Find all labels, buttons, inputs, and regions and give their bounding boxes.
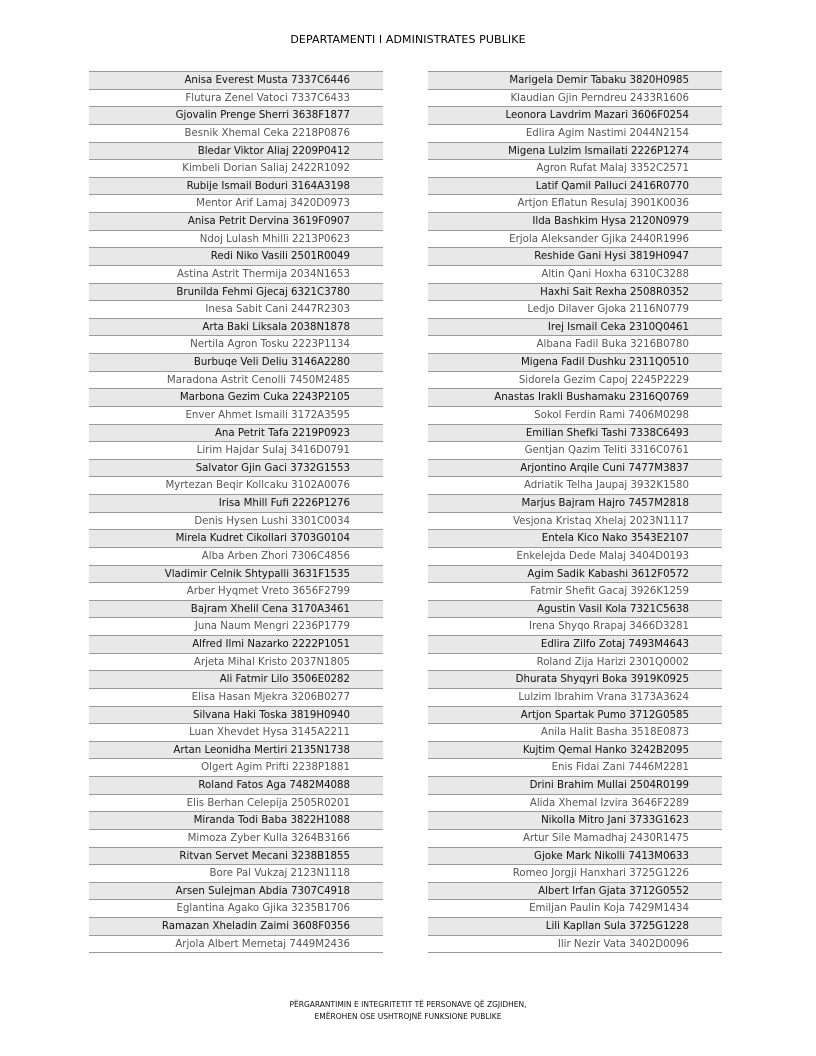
name-row: Gjoke Mark Nikolli 7413M0633 — [428, 848, 722, 866]
name-row: Arta Baki Liksala 2038N1878 — [89, 319, 383, 337]
name-row: Sidorela Gezim Capoj 2245P2229 — [428, 372, 722, 390]
name-row: Mentor Arif Lamaj 3420D0973 — [89, 195, 383, 213]
name-row: Rubije Ismail Boduri 3164A3198 — [89, 178, 383, 196]
name-row: Marigela Demir Tabaku 3820H0985 — [428, 72, 722, 90]
name-row: Edlira Agim Nastimi 2044N2154 — [428, 125, 722, 143]
name-row: Arjeta Mihal Kristo 2037N1805 — [89, 654, 383, 672]
name-row: Mirela Kudret Cikollari 3703G0104 — [89, 530, 383, 548]
name-row: Roland Fatos Aga 7482M4088 — [89, 777, 383, 795]
name-row: Roland Zija Harizi 2301Q0002 — [428, 654, 722, 672]
name-row: Ritvan Servet Mecani 3238B1855 — [89, 848, 383, 866]
name-row: Kimbeli Dorian Saliaj 2422R1092 — [89, 160, 383, 178]
name-row: Enis Fidai Zani 7446M2281 — [428, 759, 722, 777]
name-row: Maradona Astrit Cenolli 7450M2485 — [89, 372, 383, 390]
left-name-column — [89, 71, 383, 953]
name-row: Erjola Aleksander Gjika 2440R1996 — [428, 231, 722, 249]
name-row: Arsen Sulejman Abdia 7307C4918 — [89, 883, 383, 901]
name-row: Ramazan Xheladin Zaimi 3608F0356 — [89, 918, 383, 936]
name-row: Silvana Haki Toska 3819H0940 — [89, 707, 383, 725]
name-row: Anisa Everest Musta 7337C6446 — [89, 72, 383, 90]
name-row: Redi Niko Vasili 2501R0049 — [89, 248, 383, 266]
name-row: Edlira Zilfo Zotaj 7493M4643 — [428, 636, 722, 654]
name-row: Migena Fadil Dushku 2311Q0510 — [428, 354, 722, 372]
name-row: Irisa Mhill Fufi 2226P1276 — [89, 495, 383, 513]
name-row: Kujtim Qemal Hanko 3242B2095 — [428, 742, 722, 760]
name-row: Ledjo Dilaver Gjoka 2116N0779 — [428, 301, 722, 319]
name-row: Inesa Sabit Cani 2447R2303 — [89, 301, 383, 319]
name-row: Marjus Bajram Hajro 7457M2818 — [428, 495, 722, 513]
name-row: Gjovalin Prenge Sherri 3638F1877 — [89, 107, 383, 125]
name-row: Irena Shyqo Rrapaj 3466D3281 — [428, 618, 722, 636]
name-row: Alfred Ilmi Nazarko 2222P1051 — [89, 636, 383, 654]
name-row: Ilir Nezir Vata 3402D0096 — [428, 936, 722, 954]
name-row: Nertila Agron Tosku 2223P1134 — [89, 336, 383, 354]
page-title: DEPARTAMENTI I ADMINISTRATES PUBLIKE — [290, 33, 526, 46]
name-row: Vesjona Kristaq Xhelaj 2023N1117 — [428, 513, 722, 531]
name-row: Artur Sile Mamadhaj 2430R1475 — [428, 830, 722, 848]
name-row: Albana Fadil Buka 3216B0780 — [428, 336, 722, 354]
name-row: Agron Rufat Malaj 3352C2571 — [428, 160, 722, 178]
name-row: Anisa Petrit Dervina 3619F0907 — [89, 213, 383, 231]
name-row: Agim Sadik Kabashi 3612F0572 — [428, 566, 722, 584]
name-row: Reshide Gani Hysi 3819H0947 — [428, 248, 722, 266]
name-row: Agustin Vasil Kola 7321C5638 — [428, 601, 722, 619]
name-row: Denis Hysen Lushi 3301C0034 — [89, 513, 383, 531]
name-row: Ndoj Lulash Mhilli 2213P0623 — [89, 231, 383, 249]
name-row: Ilda Bashkim Hysa 2120N0979 — [428, 213, 722, 231]
page-footer — [0, 999, 816, 1023]
name-row: Arjontino Arqile Cuni 7477M3837 — [428, 460, 722, 478]
name-row: Vladimir Celnik Shtypalli 3631F1535 — [89, 566, 383, 584]
name-row: Drini Brahim Mullai 2504R0199 — [428, 777, 722, 795]
name-row: Fatmir Shefit Gacaj 3926K1259 — [428, 583, 722, 601]
name-row: Leonora Lavdrim Mazari 3606F0254 — [428, 107, 722, 125]
name-row: Emiljan Paulin Koja 7429M1434 — [428, 900, 722, 918]
name-row: Enkelejda Dede Malaj 3404D0193 — [428, 548, 722, 566]
name-row: Juna Naum Mengri 2236P1779 — [89, 618, 383, 636]
right-name-column — [428, 71, 722, 953]
name-row: Ali Fatmir Lilo 3506E0282 — [89, 671, 383, 689]
name-row: Miranda Todi Baba 3822H1088 — [89, 812, 383, 830]
name-row: Artjon Spartak Pumo 3712G0585 — [428, 707, 722, 725]
name-row: Olgert Agim Prifti 2238P1881 — [89, 759, 383, 777]
name-row: Bore Pal Vukzaj 2123N1118 — [89, 865, 383, 883]
name-row: Anila Halit Basha 3518E0873 — [428, 724, 722, 742]
name-row: Ana Petrit Tafa 2219P0923 — [89, 425, 383, 443]
footer-line-1: PËRGARANTIMIN E INTEGRITETIT TË PERSONAVE QË ZGJIDHEN, — [289, 1000, 527, 1009]
name-row: Artjon Eflatun Resulaj 3901K0036 — [428, 195, 722, 213]
name-row: Romeo Jorgji Hanxhari 3725G1226 — [428, 865, 722, 883]
name-row: Bajram Xhelil Cena 3170A3461 — [89, 601, 383, 619]
name-row: Astina Astrit Thermija 2034N1653 — [89, 266, 383, 284]
name-row: Dhurata Shyqyri Boka 3919K0925 — [428, 671, 722, 689]
name-row: Myrtezan Beqir Kollcaku 3102A0076 — [89, 477, 383, 495]
name-row: Flutura Zenel Vatoci 7337C6433 — [89, 90, 383, 108]
name-row: Adriatik Telha Jaupaj 3932K1580 — [428, 477, 722, 495]
name-row: Brunilda Fehmi Gjecaj 6321C3780 — [89, 284, 383, 302]
name-row: Elisa Hasan Mjekra 3206B0277 — [89, 689, 383, 707]
name-row: Marbona Gezim Cuka 2243P2105 — [89, 389, 383, 407]
name-row: Besnik Xhemal Ceka 2218P0876 — [89, 125, 383, 143]
name-row: Haxhi Sait Rexha 2508R0352 — [428, 284, 722, 302]
name-row: Elis Berhan Celepija 2505R0201 — [89, 795, 383, 813]
name-row: Gentjan Qazim Teliti 3316C0761 — [428, 442, 722, 460]
name-row: Artan Leonidha Mertiri 2135N1738 — [89, 742, 383, 760]
name-row: Arjola Albert Memetaj 7449M2436 — [89, 936, 383, 954]
name-row: Migena Lulzim Ismailati 2226P1274 — [428, 143, 722, 161]
name-row: Klaudian Gjin Perndreu 2433R1606 — [428, 90, 722, 108]
name-row: Latif Qamil Palluci 2416R0770 — [428, 178, 722, 196]
name-row: Lulzim Ibrahim Vrana 3173A3624 — [428, 689, 722, 707]
name-row: Altin Qani Hoxha 6310C3288 — [428, 266, 722, 284]
name-row: Eglantina Agako Gjika 3235B1706 — [89, 900, 383, 918]
name-row: Luan Xhevdet Hysa 3145A2211 — [89, 724, 383, 742]
name-row: Anastas Irakli Bushamaku 2316Q0769 — [428, 389, 722, 407]
name-row: Mimoza Zyber Kulla 3264B3166 — [89, 830, 383, 848]
name-row: Lirim Hajdar Sulaj 3416D0791 — [89, 442, 383, 460]
name-row: Irej Ismail Ceka 2310Q0461 — [428, 319, 722, 337]
name-row: Emilian Shefki Tashi 7338C6493 — [428, 425, 722, 443]
name-row: Enver Ahmet Ismaili 3172A3595 — [89, 407, 383, 425]
name-row: Arber Hyqmet Vreto 3656F2799 — [89, 583, 383, 601]
name-row: Alida Xhemal Izvira 3646F2289 — [428, 795, 722, 813]
footer-line-2: EMËROHEN OSE USHTROJNË FUNKSIONE PUBLIKE — [314, 1012, 502, 1021]
name-row: Sokol Ferdin Rami 7406M0298 — [428, 407, 722, 425]
name-row: Lili Kapllan Sula 3725G1228 — [428, 918, 722, 936]
name-row: Nikolla Mitro Jani 3733G1623 — [428, 812, 722, 830]
name-row: Albert Irfan Gjata 3712G0552 — [428, 883, 722, 901]
name-row: Alba Arben Zhori 7306C4856 — [89, 548, 383, 566]
name-row: Bledar Viktor Aliaj 2209P0412 — [89, 143, 383, 161]
name-row: Burbuqe Veli Deliu 3146A2280 — [89, 354, 383, 372]
name-row: Salvator Gjin Gaci 3732G1553 — [89, 460, 383, 478]
name-row: Entela Kico Nako 3543E2107 — [428, 530, 722, 548]
